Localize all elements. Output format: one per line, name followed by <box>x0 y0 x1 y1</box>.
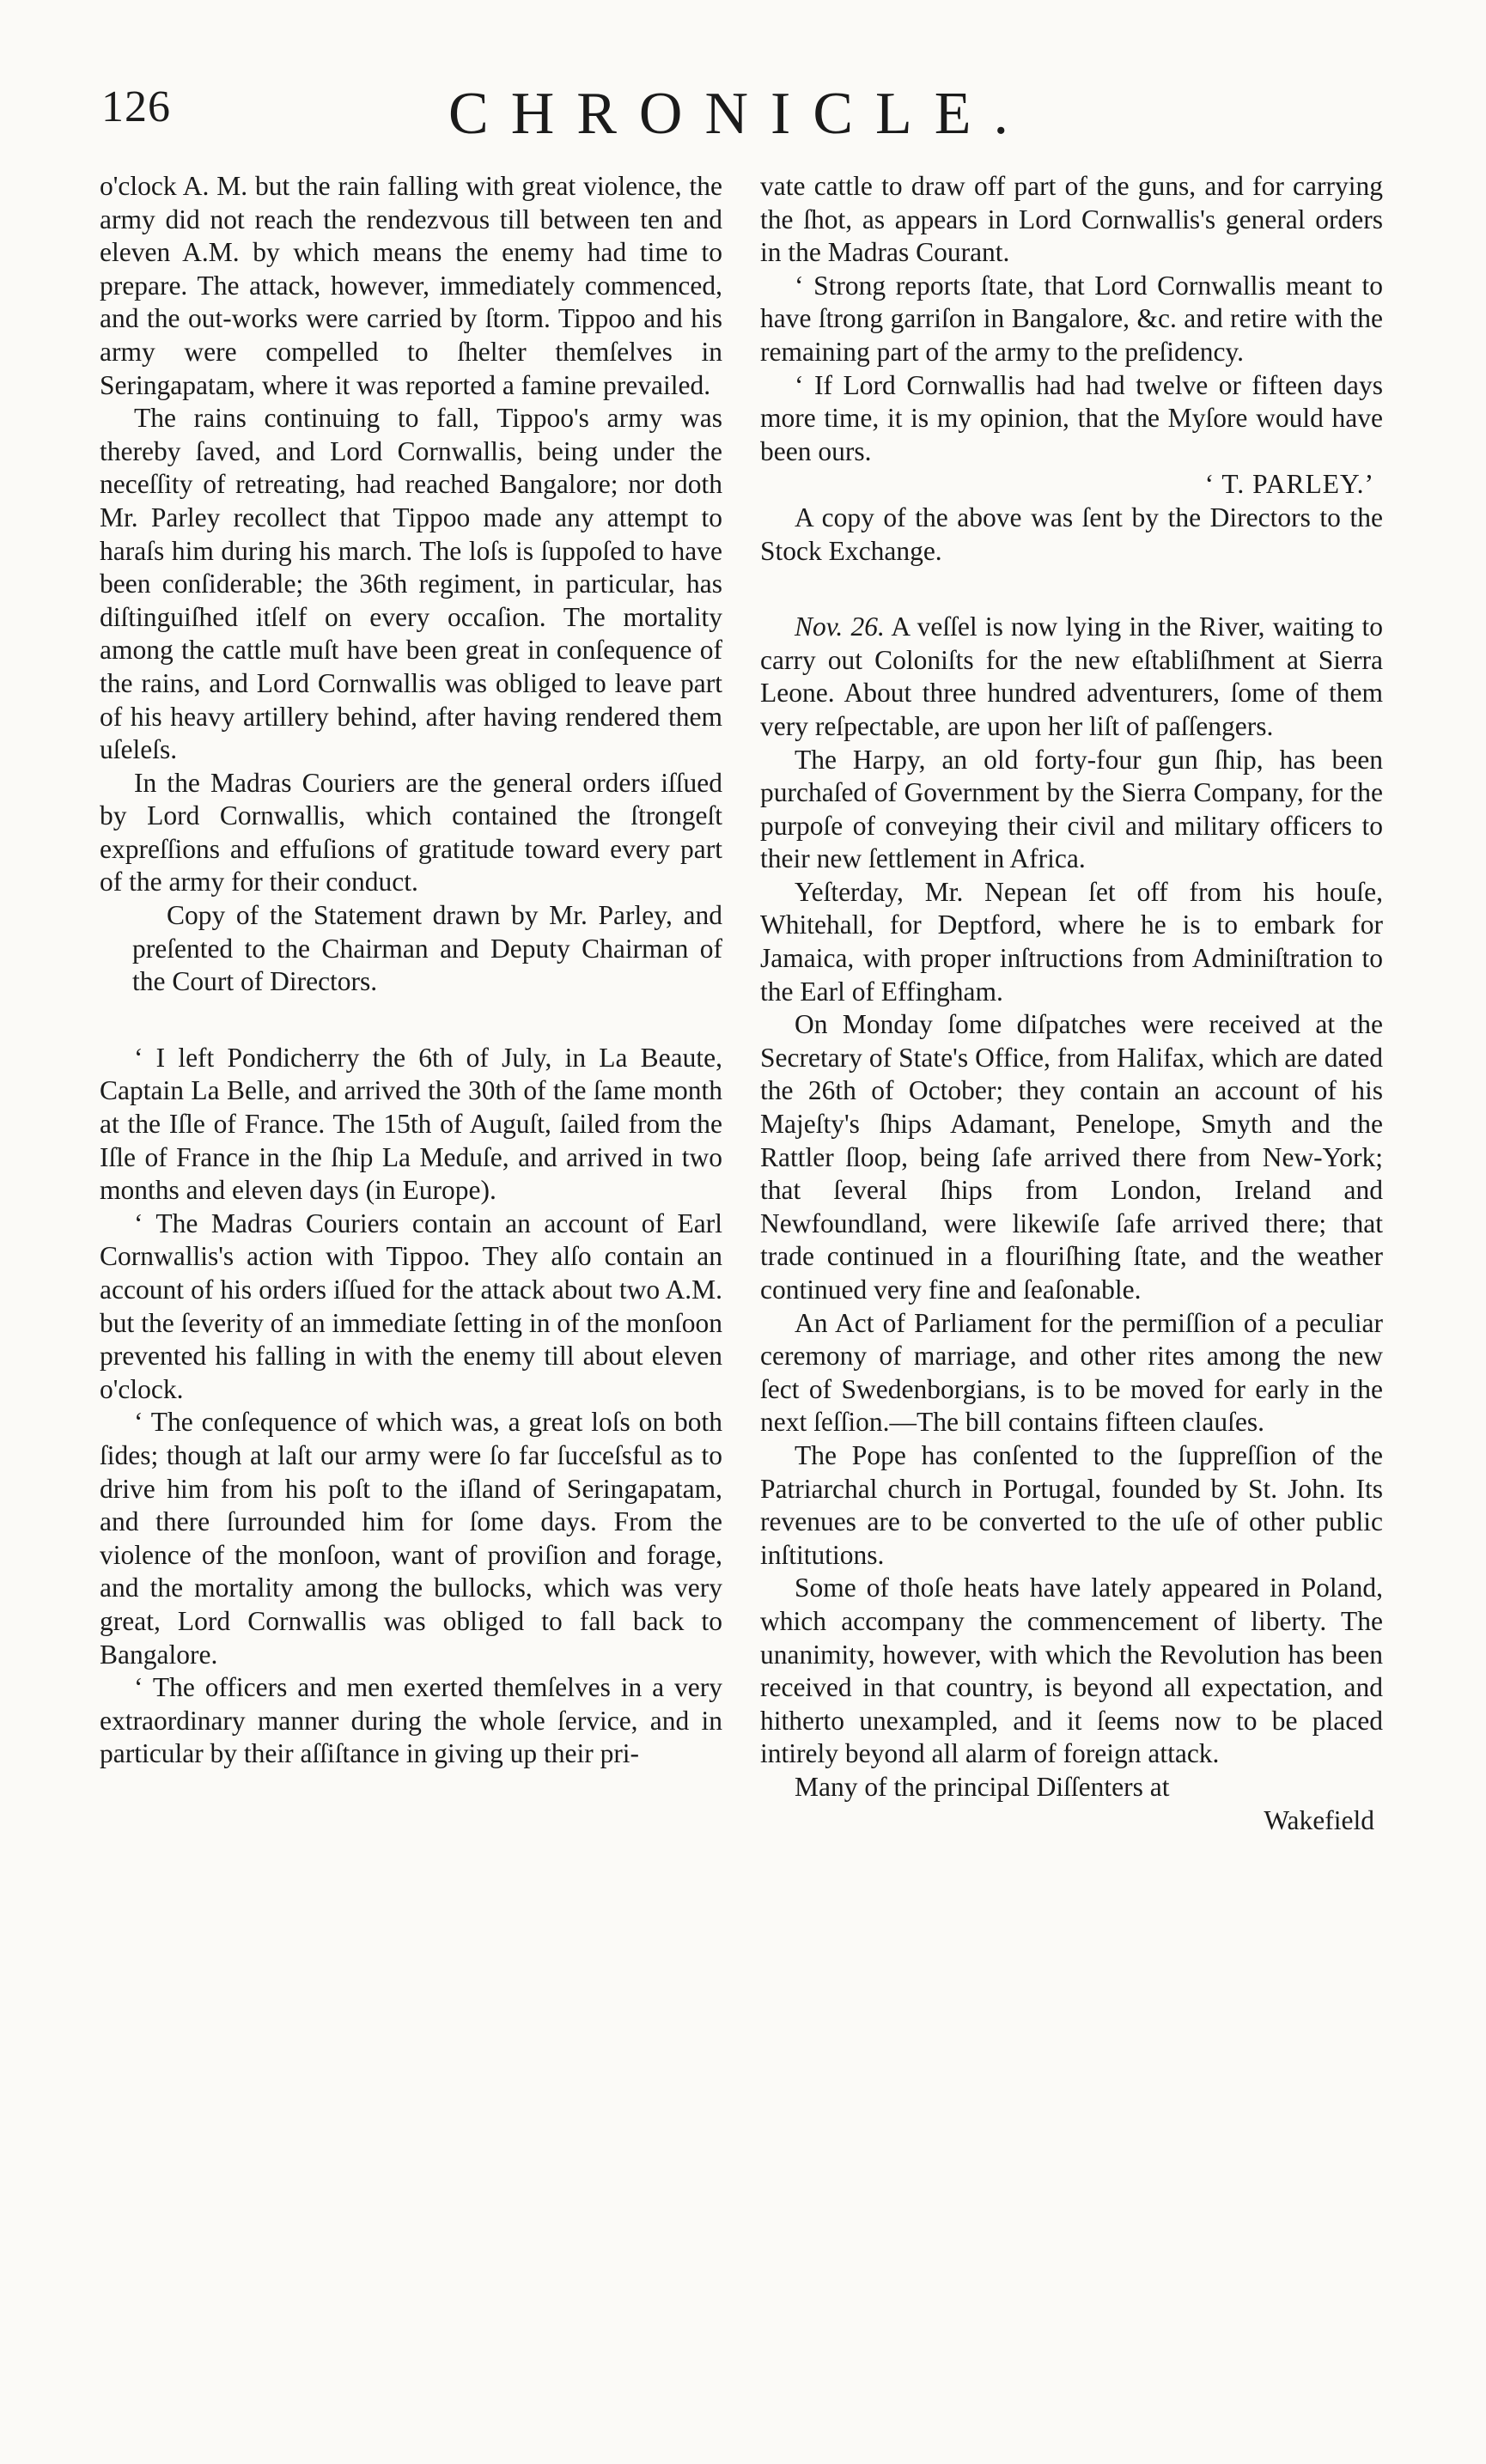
paragraph: In the Madras Couriers are the general orders iſſued by Lord Cornwallis, which contained the ſtrongeſt expreſſions and effuſions of gratitude toward every part of the army for their conduct. <box>100 767 722 897</box>
paragraph: The rains continuing to fall, Tippoo's army was thereby ſaved, and Lord Cornwallis, being under the neceſſity of retreating, had reached Bangalore; nor doth Mr. Parley recollect that Tippoo made any attempt to haraſs him during his march. The loſs is ſuppoſed to have been conſiderable; the 36th regiment, in particular, has diſtinguiſhed itſelf on every occaſion. The mortality among the cattle muſt have been great in conſequence of the rains, and Lord Cornwallis was obliged to leave part of his heavy artillery behind, after having rendered them uſeleſs. <box>100 403 722 765</box>
page-number: 126 <box>101 82 171 131</box>
paragraph: ‘ The conſequence of which was, a great loſs on both ſides; though at laſt our army were ſo far ſucceſsful as to drive him from his poſt to the iſland of Seringapatam, and there ſurrounded him for ſome days. From the violence of the monſoon, want of proviſion and forage, and the mortality among the bullocks, which was very great, Lord Cornwallis was obliged to fall back to Bangalore. <box>100 1407 722 1670</box>
paragraph: The Pope has conſented to the ſuppreſſion of the Patriarchal church in Portugal, founded by St. John. Its revenues are to be converted to the uſe of other public inſtitutions. <box>760 1439 1383 1570</box>
paragraph: ‘ If Lord Cornwallis had had twelve or fifteen days more time, it is my opinion, that the Myſore would have been ours. <box>760 369 1383 466</box>
page-header <box>96 82 1385 159</box>
paragraph: ‘ The officers and men exerted themſelves in a very extraordinary manner during the whole ſervice, and in particular by their aſſiſtance in giving up their pri- <box>100 1672 722 1769</box>
paragraph: o'clock A. M. but the rain falling with great violence, the army did not reach the rendezvous till between ten and eleven A.M. by which means the enemy had time to prepare. The attack, however, immediately commenced, and the out-works were carried by ſtorm. Tippoo and his army were compelled to ſhelter themſelves in Seringapatam, where it was reported a famine prevailed. <box>100 171 722 400</box>
running-title: CHRONICLE. <box>448 81 1032 147</box>
paragraph-text: A veſſel is now lying in the River, waiting to carry out Coloniſts for the new eſtabliſhment at Sierra Leone. About three hundred adventurers, ſome of them very reſpectable, are upon her liſt of paſſengers. <box>760 611 1383 741</box>
left-column <box>100 170 722 1771</box>
paragraph: A copy of the above was ſent by the Directors to the Stock Exchange. <box>760 502 1383 566</box>
section-heading: Copy of the Statement drawn by Mr. Parley, and preſented to the Chairman and Deputy Chairman of the Court of Directors. <box>132 900 722 997</box>
dated-paragraph <box>760 611 1383 743</box>
paragraph: Yeſterday, Mr. Nepean ſet off from his houſe, Whitehall, for Deptford, where he is to embark for Jamaica, with proper inſtructions from Adminiſtration to the Earl of Effingham. <box>760 876 1383 1007</box>
signature: ‘ T. PARLEY.’ <box>1204 469 1374 500</box>
paragraph: An Act of Parliament for the permiſſion of a peculiar ceremony of marriage, and other rites among the new ſect of Swedenborgians, is to be moved for early in the next ſeſſion.—The bill contains fifteen clauſes. <box>760 1307 1383 1438</box>
catchword: Wakefield <box>1264 1804 1374 1835</box>
paragraph: On Monday ſome diſpatches were received at the Secretary of State's Office, from Halifax, which are dated the 26th of October; they contain an account of his Majeſty's ſhips Adamant, Penelope, Smyth and the Rattler ſloop, being ſafe arrived there from New-York; that ſeveral ſhips from London, Ireland and Newfoundland, were likewiſe ſafe arrived there; that trade continued in a flouriſhing ſtate, and the weather continued very fine and ſeaſonable. <box>760 1009 1383 1305</box>
right-column <box>760 170 1383 1837</box>
paragraph: Some of thoſe heats have lately appeared in Poland, which accompany the commencement of liberty. The unanimity, however, with which the Revolution has been received in that country, is beyond all expectation, and hitherto unexampled, and it ſeems now to be placed intirely beyond all alarm of foreign attack. <box>760 1573 1383 1769</box>
paragraph: ‘ The Madras Couriers contain an account of Earl Cornwallis's action with Tippoo. They alſo contain an account of his orders iſſued for the attack about two A.M. but the ſeverity of an immediate ſetting in of the monſoon prevented his falling in with the enemy till about eleven o'clock. <box>100 1208 722 1404</box>
paragraph: Many of the principal Diſſenters at <box>795 1771 1170 1802</box>
paragraph: vate cattle to draw off part of the guns, and for carrying the ſhot, as appears in Lord Cornwallis's general orders in the Madras Courant. <box>760 171 1383 268</box>
paragraph: ‘ Strong reports ſtate, that Lord Cornwallis meant to have ſtrong garriſon in Bangalore, &c. and retire with the remaining part of the army to the preſidency. <box>760 270 1383 367</box>
paragraph: The Harpy, an old forty-four gun ſhip, has been purchaſed of Government by the Sierra Company, for the purpoſe of conveying their civil and military officers to their new ſettlement in Africa. <box>760 744 1383 874</box>
date-label: Nov. 26. <box>795 611 885 642</box>
paragraph: ‘ I left Pondicherry the 6th of July, in La Beaute, Captain La Belle, and arrived the 30th of the ſame month at the Iſle of France. The 15th of Auguſt, ſailed from the Iſle of France in the ſhip La Meduſe, and arrived in two months and eleven days (in Europe). <box>100 1042 722 1206</box>
